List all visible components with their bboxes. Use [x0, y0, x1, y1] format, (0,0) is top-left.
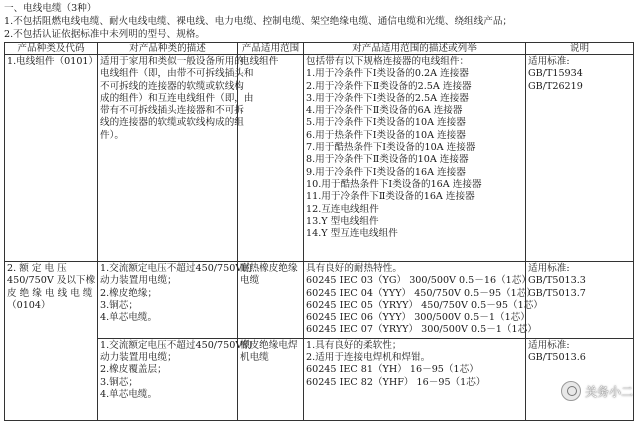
- cell-line: 60245 IEC 81（YH） 16－95（1芯）: [306, 364, 479, 376]
- cell-line: 60245 IEC 82（YHF） 16－95（1芯）: [306, 376, 486, 388]
- cell-line: 9.用于冷条件下Ⅰ类设备的16A 连接器: [306, 166, 466, 178]
- cell-line: 包括带有以下规格连接器的电线组件：: [306, 56, 470, 67]
- header-scope: 产品适用范围: [238, 43, 304, 55]
- note-1: 1.不包括阻燃电线电缆、耐火电线电缆、裸电线、电力电缆、控制电缆、架空绝缘电缆、通信电缆和光缆、绕组线产品；: [4, 16, 513, 27]
- cell-line: 2.橡皮覆盖层；: [100, 364, 167, 376]
- cell-line: GB/T5013.6: [528, 352, 586, 364]
- cell-line: 60245 IEC 03（YG） 300/500V 0.5－16（1芯）: [306, 275, 531, 287]
- cell-line: 10.用于酷热条件下Ⅰ类设备的16A 连接器: [306, 178, 482, 190]
- cell-line: 线的连接器的软缆或软线构成的组: [100, 117, 244, 129]
- cell-line: 60245 IEC 04（YYY） 450/750V 0.5－95（1芯）: [306, 287, 536, 299]
- cell-line: 耐热橡皮绝缘: [240, 263, 298, 274]
- cell-items: [304, 262, 543, 339]
- cell-line: 4.单芯电缆。: [100, 312, 158, 324]
- cell-line: 电缆: [240, 275, 260, 287]
- watermark-text: 关务小二: [584, 384, 633, 399]
- product-table: [4, 42, 634, 421]
- cell-line: 60245 IEC 05（YRYY） 450/750V 0.5－95（1芯）: [306, 299, 543, 311]
- cell-line: 7.用于酷热条件下Ⅰ类设备的10A 连接器: [306, 142, 476, 154]
- cell-line: 60245 IEC 06（YYY） 300/500V 0.5－1（1芯）: [306, 312, 530, 324]
- cell-line: 2.适用于连接电焊机和焊钳。: [306, 352, 431, 364]
- cell-line: 动力装置用电缆；: [100, 352, 177, 364]
- cell-notes: [526, 338, 634, 420]
- table-header-row: [5, 43, 634, 55]
- header-items: 对产品适用范围的描述或列举: [304, 43, 526, 55]
- cell-line: GB/T15934: [528, 68, 583, 80]
- cell-line: 3.用于冷条件下Ⅰ类设备的2.5A 连接器: [306, 92, 469, 104]
- cell-line: 6.用于热条件下Ⅰ类设备的10A 连接器: [306, 129, 466, 141]
- cell-line: 适用标准:: [528, 263, 570, 274]
- cell-line: 机电缆: [240, 352, 269, 364]
- cell-line: 13.Y 型电线组件: [306, 215, 379, 227]
- cell-line: 电线组件（即，由带不可拆线插头和: [100, 68, 254, 80]
- cell-line: 1.用于冷条件下Ⅰ类设备的0.2A 连接器: [306, 68, 469, 80]
- cell-category: [5, 262, 98, 421]
- cell-line: GB/T5013.3: [528, 275, 586, 287]
- table-row: [5, 55, 634, 262]
- cell-line: 12.互连电线组件: [306, 203, 379, 215]
- cell-line: 橡皮绝缘电焊: [240, 339, 298, 351]
- cell-line: 适用标准:: [528, 339, 570, 351]
- cell-line: 具有良好的耐热特性。: [306, 263, 402, 274]
- cell-line: 带有不可拆线插头连接器和不可拆: [100, 105, 244, 117]
- cell-line: 1.具有良好的柔软性；: [306, 339, 402, 351]
- header-notes: 说明: [526, 43, 634, 55]
- header-category: 产品种类及代码: [5, 43, 98, 55]
- cell-line: 2. 额 定 电 压: [7, 263, 67, 274]
- cell-line: 4.单芯电缆。: [100, 388, 158, 400]
- cell-line: 1.电线组件（0101）: [7, 56, 99, 67]
- header-description: 对产品种类的描述: [98, 43, 238, 55]
- cell-line: 1.交流额定电压不超过450/750V的: [100, 339, 252, 351]
- cell-line: 3.铜芯；: [100, 376, 138, 388]
- cell-line: 4.用于冷条件下Ⅱ类设备的6A 连接器: [306, 105, 463, 117]
- cell-line: 11.用于冷条件下Ⅱ类设备的16A 连接器: [306, 191, 475, 203]
- cell-line: 适用于家用和类似一般设备所用的: [100, 56, 244, 67]
- cell-category: [5, 55, 98, 262]
- cell-line: 成的组件）和互连电线组件（即，由: [100, 92, 254, 104]
- section-heading: 一、电线电缆（3种）: [4, 3, 97, 14]
- cell-line: 皮 绝 缘 电 线 电 缆: [7, 287, 93, 299]
- cell-line: 2.用于冷条件下Ⅱ类设备的2.5A 连接器: [306, 80, 472, 92]
- cell-line: 不可拆线的连接器的软缆或软线构: [100, 80, 244, 92]
- cell-line: GB/T5013.7: [528, 287, 586, 299]
- cell-notes: [526, 55, 634, 262]
- cell-line: 1.交流额定电压不超过450/750V的: [100, 263, 252, 274]
- table-row: [5, 262, 634, 339]
- cell-line: 2.橡皮绝缘；: [100, 287, 158, 299]
- cell-line: 450/750V 及以下橡: [7, 275, 96, 287]
- cell-description: [98, 55, 254, 262]
- cell-description: [98, 262, 252, 339]
- cell-items: [304, 55, 526, 262]
- cell-line: 3.铜芯；: [100, 299, 138, 311]
- cell-description: [98, 338, 252, 420]
- cell-line: （0104）: [7, 299, 51, 311]
- cell-line: 电线组件: [240, 56, 279, 67]
- cell-line: 件）。: [100, 129, 124, 141]
- cell-line: GB/T26219: [528, 80, 583, 92]
- cell-line: 动力装置用电缆；: [100, 275, 177, 287]
- table-row: [5, 338, 634, 420]
- cell-line: 60245 IEC 07（YRYY） 300/500V 0.5－1（1芯）: [306, 324, 537, 336]
- cell-scope: [238, 338, 304, 420]
- note-2: 2.不包括认证依据标准中未列明的型号、规格。: [4, 29, 206, 40]
- cell-line: 8.用于冷条件下Ⅱ类设备的10A 连接器: [306, 154, 469, 166]
- cell-line: 适用标准:: [528, 56, 570, 67]
- watermark: [561, 381, 633, 401]
- cell-line: 5.用于冷条件下Ⅰ类设备的10A 连接器: [306, 117, 466, 129]
- cell-line: 14.Y 型互连电线组件: [306, 228, 398, 240]
- wechat-logo-icon: [561, 381, 581, 401]
- cell-scope: [238, 262, 304, 339]
- cell-scope: [238, 55, 304, 262]
- cell-items: [304, 338, 526, 420]
